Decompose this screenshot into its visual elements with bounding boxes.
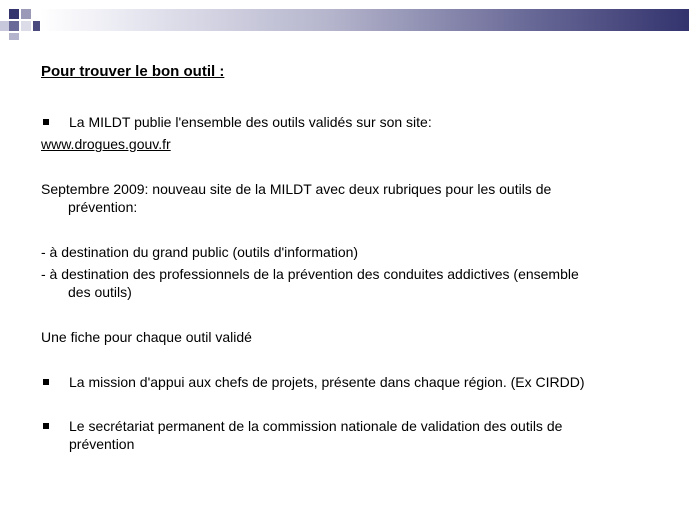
- bullet-marker: [43, 119, 49, 125]
- deco-square-light: [0, 21, 9, 31]
- bullet-text-mildt: La MILDT publie l'ensemble des outils validés sur son site:: [69, 114, 432, 130]
- deco-square-mid2: [9, 21, 19, 31]
- deco-square-dark: [9, 9, 19, 19]
- bullet-text-mission: La mission d'appui aux chefs de projets, présente dans chaque région. (Ex CIRDD): [69, 374, 585, 390]
- bullet-text-secretariat-line1: Le secrétariat permanent de la commission nationale de validation des outils de: [69, 418, 563, 434]
- site-link[interactable]: www.drogues.gouv.fr: [41, 136, 171, 152]
- deco-square-light2: [9, 33, 19, 40]
- header-decoration: [0, 0, 689, 40]
- dash-item-public: - à destination du grand public (outils d'information): [41, 244, 359, 260]
- bullet-marker: [43, 423, 49, 429]
- slide-title: Pour trouver le bon outil :: [41, 63, 225, 80]
- deco-square-dark2: [33, 21, 40, 31]
- deco-square-pale: [21, 21, 31, 31]
- dash-item-pros-line2: des outils): [68, 284, 132, 300]
- bullet-text-secretariat-line2: prévention: [69, 436, 135, 452]
- fiche-text: Une fiche pour chaque outil validé: [41, 329, 252, 345]
- september-text-line1: Septembre 2009: nouveau site de la MILDT avec deux rubriques pour les outils de: [41, 181, 552, 197]
- bullet-marker: [43, 379, 49, 385]
- dash-item-pros-line1: - à destination des professionnels de la prévention des conduites addictives (ensemble: [41, 266, 579, 282]
- september-text-line2: prévention:: [68, 199, 138, 215]
- header-gradient-bar: [40, 9, 689, 31]
- deco-square-mid: [21, 9, 31, 19]
